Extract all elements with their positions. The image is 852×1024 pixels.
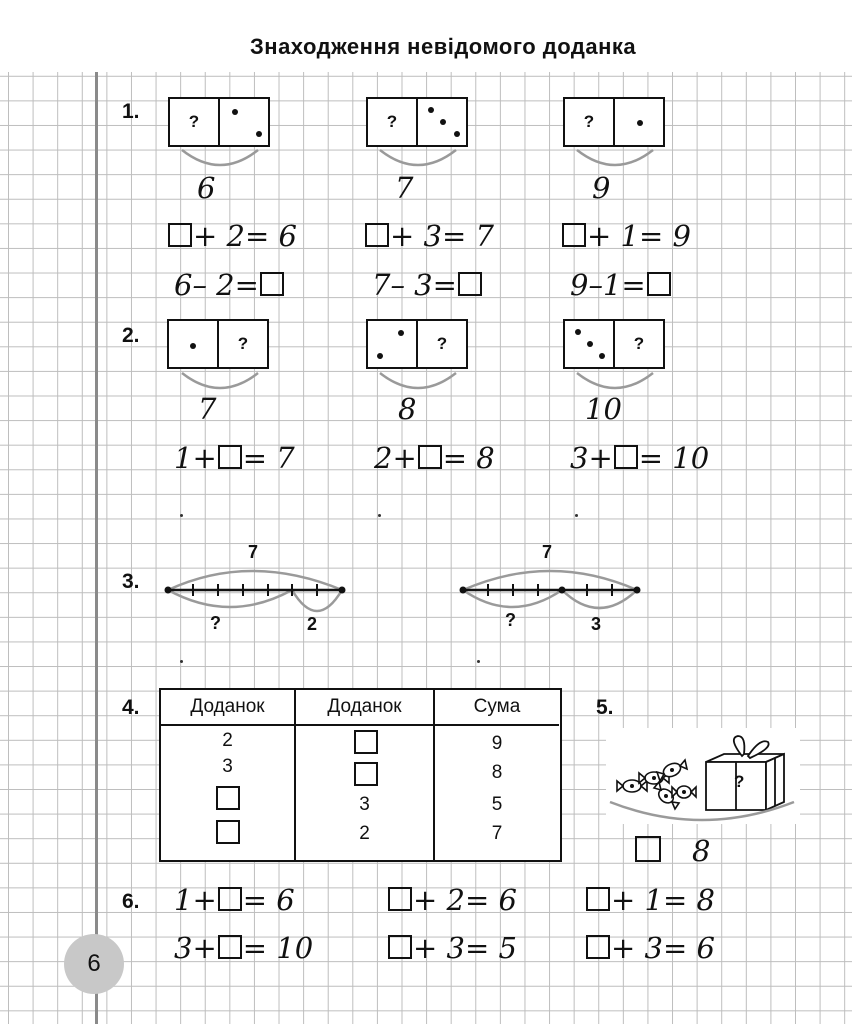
table-cell: 8 bbox=[491, 762, 503, 783]
domino-1a bbox=[168, 97, 270, 147]
answer-dot bbox=[575, 514, 578, 517]
equation: 3+ = 10 bbox=[174, 931, 314, 965]
domino-2c bbox=[563, 319, 665, 369]
equation: 7– 3= bbox=[372, 271, 483, 300]
domino-total: 8 bbox=[398, 392, 417, 426]
brace-arc bbox=[378, 369, 458, 395]
domino-half-question bbox=[565, 99, 613, 145]
table-cell: 2 bbox=[222, 730, 233, 751]
domino-2b bbox=[366, 319, 468, 369]
answer-box[interactable] bbox=[418, 445, 442, 469]
pip bbox=[637, 120, 643, 126]
table-column-addend-1 bbox=[161, 690, 294, 860]
pip bbox=[377, 353, 383, 359]
domino-half-question bbox=[170, 99, 218, 145]
domino-total: 10 bbox=[585, 392, 622, 426]
domino-half-question bbox=[368, 99, 416, 145]
brace-arc bbox=[606, 798, 800, 828]
answer-dot bbox=[378, 514, 381, 517]
task-number-4: 4. bbox=[122, 696, 140, 719]
question-mark: ? bbox=[188, 112, 200, 131]
pip bbox=[256, 131, 262, 137]
gift-question-mark: ? bbox=[734, 772, 745, 791]
domino-half-question bbox=[613, 321, 663, 367]
brace-arc bbox=[378, 146, 458, 172]
answer-dot bbox=[180, 514, 183, 517]
segment-unknown: ? bbox=[505, 610, 516, 630]
answer-dot bbox=[477, 660, 480, 663]
table-cell: 9 bbox=[491, 733, 503, 754]
candies-gift-picture bbox=[606, 728, 800, 824]
equation: 2+ = 8 bbox=[374, 441, 495, 475]
answer-box[interactable] bbox=[647, 272, 671, 296]
pip bbox=[575, 329, 581, 335]
equation: + 2= 6 bbox=[167, 222, 297, 251]
table-cell: 5 bbox=[491, 794, 503, 815]
equation: 1+ = 7 bbox=[174, 441, 295, 475]
domino-half-dots bbox=[218, 99, 268, 145]
brace-arc bbox=[180, 146, 260, 172]
pip bbox=[454, 131, 460, 137]
equation: + 1= 9 bbox=[561, 222, 691, 251]
table-column-addend-2 bbox=[294, 690, 433, 860]
equation: 3+ = 10 bbox=[570, 441, 710, 475]
brace-arc bbox=[575, 146, 655, 172]
segment-known: 3 bbox=[591, 614, 602, 634]
equation: + 3= 7 bbox=[364, 222, 494, 251]
answer-box[interactable] bbox=[586, 935, 610, 959]
table-cell: 7 bbox=[491, 823, 503, 844]
domino-total: 6 bbox=[197, 171, 216, 205]
answer-box[interactable] bbox=[216, 786, 240, 810]
domino-half-dots bbox=[565, 321, 613, 367]
equation: 8 bbox=[634, 836, 710, 866]
answer-box[interactable] bbox=[218, 445, 242, 469]
equation: 9–1= bbox=[570, 271, 672, 300]
table-cell: 3 bbox=[359, 794, 370, 815]
segment-known: 2 bbox=[307, 614, 318, 634]
segment-total: 7 bbox=[248, 542, 259, 562]
segment-unknown: ? bbox=[210, 613, 221, 633]
domino-total: 7 bbox=[395, 171, 414, 205]
pip bbox=[440, 119, 446, 125]
equation: 6– 2= bbox=[174, 271, 285, 300]
question-mark: ? bbox=[583, 112, 595, 131]
answer-box[interactable] bbox=[168, 223, 192, 247]
domino-total: 7 bbox=[198, 392, 217, 426]
domino-half-question bbox=[217, 321, 267, 367]
answer-box[interactable] bbox=[216, 820, 240, 844]
brace-arc bbox=[180, 369, 260, 395]
page-number: 6 bbox=[64, 934, 124, 994]
task-number-2: 2. bbox=[122, 324, 140, 347]
task-number-5: 5. bbox=[596, 696, 614, 719]
pip bbox=[587, 341, 593, 347]
domino-half-dots bbox=[613, 99, 663, 145]
domino-1c bbox=[563, 97, 665, 147]
answer-box[interactable] bbox=[388, 887, 412, 911]
segment-total: 7 bbox=[542, 542, 553, 562]
domino-total: 9 bbox=[592, 171, 611, 205]
equation: + 3= 5 bbox=[387, 934, 517, 963]
answer-box[interactable] bbox=[354, 762, 378, 786]
task-number-3: 3. bbox=[122, 570, 140, 593]
answer-box[interactable] bbox=[260, 272, 284, 296]
margin-line bbox=[95, 72, 98, 1024]
answer-box[interactable] bbox=[218, 887, 242, 911]
domino-2a bbox=[167, 319, 269, 369]
answer-dot bbox=[180, 660, 183, 663]
number-line-1 bbox=[160, 560, 360, 620]
answer-box[interactable] bbox=[218, 935, 242, 959]
domino-half-dots bbox=[368, 321, 416, 367]
pip bbox=[232, 109, 238, 115]
domino-half-dots bbox=[416, 99, 466, 145]
table-column-sum bbox=[433, 690, 559, 860]
answer-box[interactable] bbox=[365, 223, 389, 247]
equation: 1+ = 6 bbox=[174, 883, 295, 917]
answer-box[interactable] bbox=[635, 836, 661, 862]
answer-box[interactable] bbox=[562, 223, 586, 247]
equation: + 2= 6 bbox=[387, 886, 517, 915]
equation: + 3= 6 bbox=[585, 934, 715, 963]
page-title: Знаходження невідомого доданка bbox=[250, 34, 637, 59]
question-mark: ? bbox=[436, 334, 448, 353]
answer-box[interactable] bbox=[586, 887, 610, 911]
pip bbox=[599, 353, 605, 359]
addition-table bbox=[159, 688, 562, 862]
task-number-6: 6. bbox=[122, 890, 140, 913]
table-header: Доданок bbox=[161, 690, 294, 726]
pip bbox=[398, 330, 404, 336]
domino-half-dots bbox=[169, 321, 217, 367]
question-mark: ? bbox=[386, 112, 398, 131]
table-cell: 2 bbox=[359, 823, 370, 844]
pip bbox=[190, 343, 196, 349]
task-number-1: 1. bbox=[122, 100, 140, 123]
domino-half-question bbox=[416, 321, 466, 367]
question-mark: ? bbox=[237, 334, 249, 353]
answer-box[interactable] bbox=[458, 272, 482, 296]
table-header: Сума bbox=[435, 690, 559, 726]
equation: + 1= 8 bbox=[585, 886, 715, 915]
pip bbox=[428, 107, 434, 113]
table-cell: 3 bbox=[222, 756, 233, 777]
table-header: Доданок bbox=[296, 690, 433, 726]
domino-1b bbox=[366, 97, 468, 147]
number-line-2 bbox=[455, 560, 655, 620]
answer-box[interactable] bbox=[354, 730, 378, 754]
answer-box[interactable] bbox=[614, 445, 638, 469]
answer-box[interactable] bbox=[388, 935, 412, 959]
question-mark: ? bbox=[633, 334, 645, 353]
